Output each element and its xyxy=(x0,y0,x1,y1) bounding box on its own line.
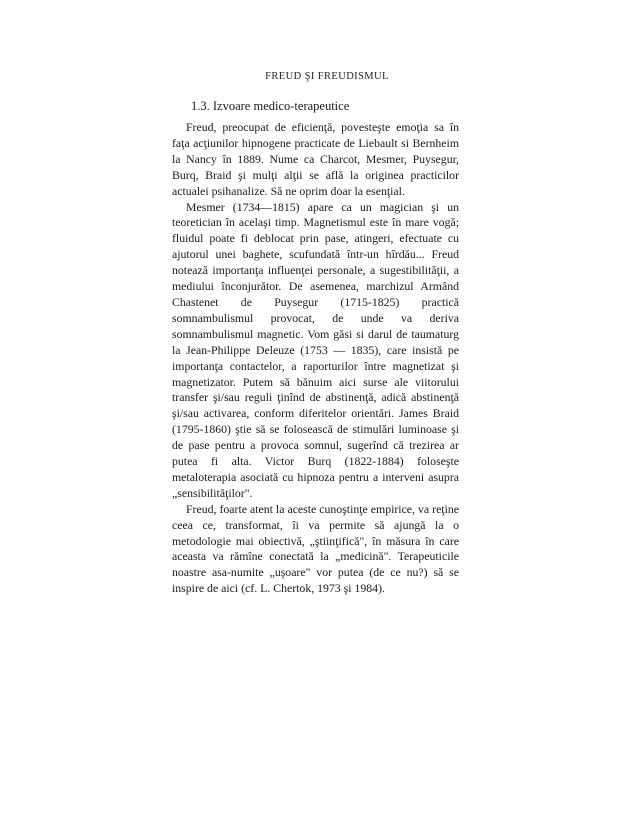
body-text xyxy=(172,120,459,597)
section-heading: 1.3. Izvoare medico-terapeutice xyxy=(191,99,350,113)
running-head: FREUD ŞI FREUDISMUL xyxy=(265,71,389,82)
paragraph-3: Freud, foarte atent la aceste cunoştinţe empirice, va reţine ceea ce, transformat, îi va permite să ajungă la o metodologie mai obiectivă, „ştiinţifică", în măsura în care aceasta va rămîne conectată la „medicină". Terapeuticile noastre asa-numite „uşoare" vor putea (de ce nu?) să se inspire de aici (cf. L. Chertok, 1973 şi 1984). xyxy=(172,501,459,596)
paragraph-2: Mesmer (1734—1815) apare ca un magician şi un teoretician în acelaşi timp. Magnetismul este în mare vogă; fluidul poate fi deblocat prin pase, atingeri, efectuate cu ajutorul unei baghete, scufundată într-un hîrdău... Freud notează importanţa influenţei personale, a sugestibilităţii, a mediului înconjurător. De asemenea, marchizul Armând Chastenet de Puysegur (1715-1825) practică somnambulismul provocat, de unde va deriva somnambulismul magnetic. Vom găsi si darul de taumaturg la Jean-Philippe Deleuze (1753 — 1835), care insistă pe importanţa contactelor, a raporturilor între magnetizat şi magnetizator. Putem să bănuim aici surse ale viitorului transfer şi/sau reguli ţinînd de abstinenţă, adică abstinenţă şi/sau activarea, conform diferitelor orientări. James Braid (1795-1860) ştie să se folosească de stimulări luminoase şi de pase pentru a provoca somnul, sugerînd că trezirea ar putea fi alta. Victor Burq (1822-1884) foloseşte metaloterapia asociată cu hipnoza pentru a interveni asupra „sensibilităţilor". xyxy=(172,199,459,500)
paragraph-1: Freud, preocupat de eficienţă, povesteşte emoţia sa în faţa acţiunilor hipnogene practicate de Liebault si Bernheim la Nancy în 1889. Nume ca Charcot, Mesmer, Puysegur, Burq, Braid şi mulţi alţii se află la originea practicilor actualei psihanalize. Să ne oprim doar la esenţial. xyxy=(172,120,459,198)
